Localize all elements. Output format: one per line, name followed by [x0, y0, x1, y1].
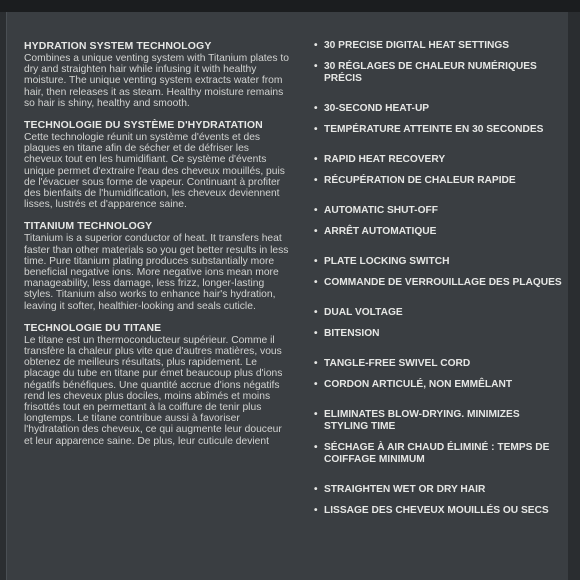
- feature-blow-drying: [314, 409, 564, 466]
- section-body: Cette technologie réunit un système d'évents et des plaques en titane afin de sécher et de défriser les cheveux tout en les humidifiant. Ce système d'évents unique permet d'extraire l'eau des cheveux mouillés, puis de l'évacuer sous forme de vapeur. Continuant à profiter des bienfaits de l'humidification, les cheveux deviennent lisses, lustrés et d'apparence saine.: [24, 132, 285, 211]
- bullet-icon: •: [314, 409, 318, 420]
- section-title: TECHNOLOGIE DU SYSTÈME D'HYDRATATION: [24, 119, 263, 132]
- feature-shut-off: [314, 205, 564, 238]
- feature-en: • 30-SECOND HEAT-UP: [314, 103, 430, 114]
- bullet-icon: •: [314, 256, 318, 267]
- top-dark-bar: [0, 0, 580, 12]
- feature-en: • TANGLE-FREE SWIVEL CORD: [314, 358, 471, 369]
- feature-en: • 30 PRECISE DIGITAL HEAT SETTINGS: [314, 40, 510, 51]
- section-title: HYDRATION SYSTEM TECHNOLOGY: [24, 40, 212, 52]
- feature-fr: • 30 RÉGLAGES DE CHALEUR NUMÉRIQUES PRÉCIS: [314, 61, 537, 84]
- section-body: Titanium is a superior conductor of heat. It transfers heat faster than other materials so you get better results in less time. Pure titanium plating produces substantially more beneficial negative ions. More negative ions mean more manageability, less damage, less frizz, longer-lasting styles. Titanium also works to enhance hair's hydration, leaving it softer, healthier-looking and seals cuticle.: [24, 233, 289, 312]
- feature-fr: • COMMANDE DE VERROUILLAGE DES PLAQUES: [314, 277, 562, 288]
- feature-swivel-cord: [314, 358, 564, 391]
- bullet-icon: •: [314, 154, 318, 165]
- section-body: Le titane est un thermoconducteur supérieur. Comme il transfère la chaleur plus vite que d'autres matières, vous obtenez de meilleurs résultats, plus rapidement. Le placage du tube en titane pur émet beaucoup plus d'ions négatifs bénéfiques. Une quantité accrue d'ions négatifs rend les cheveux plus dociles, moins abîmés et moins frisottés tout en permettant à la coiffure de tenir plus longtemps. Le titane contribue aussi à favoriser l'hydratation des cheveux, ce qui augmente leur douceur et leur apparence saine. De plus, leur cuticule devient: [24, 334, 283, 447]
- bullet-icon: •: [314, 307, 318, 318]
- section-titanium-en: [24, 220, 289, 311]
- feature-fr: • RÉCUPÉRATION DE CHALEUR RAPIDE: [314, 175, 516, 186]
- feature-en: • RAPID HEAT RECOVERY: [314, 154, 446, 165]
- bullet-icon: •: [314, 358, 318, 369]
- section-title: TECHNOLOGIE DU TITANE: [24, 321, 162, 334]
- section-title: TITANIUM TECHNOLOGY: [24, 220, 153, 233]
- feature-heat-up: [314, 103, 564, 136]
- feature-en: • ELIMINATES BLOW-DRYING. MINIMIZES STYLING TIME: [314, 409, 520, 432]
- section-hydration-en: [24, 40, 289, 109]
- feature-fr: • TEMPÉRATURE ATTEINTE EN 30 SECONDES: [314, 124, 544, 135]
- bullet-icon: •: [314, 40, 318, 51]
- section-titanium-fr: [24, 322, 289, 447]
- bullet-icon: •: [314, 124, 318, 135]
- bullet-icon: •: [314, 328, 318, 339]
- bullet-icon: •: [314, 277, 318, 288]
- feature-fr: • SÉCHAGE À AIR CHAUD ÉLIMINÉ : TEMPS DE COIFFAGE MINIMUM: [314, 442, 550, 465]
- section-body: Combines a unique venting system with Titanium plates to dry and straighten hair while infusing it with healthy moisture. The unique venting system extracts water from hair, then releases it as steam. Healthy moisture remains so hair is shiny, healthy and smooth.: [24, 53, 289, 109]
- feature-wet-dry: [314, 484, 564, 517]
- feature-fr: • BITENSION: [314, 328, 380, 339]
- feature-plate-lock: [314, 256, 564, 289]
- bullet-icon: •: [314, 379, 318, 390]
- feature-en: • PLATE LOCKING SWITCH: [314, 256, 450, 267]
- feature-en: • STRAIGHTEN WET OR DRY HAIR: [314, 484, 486, 495]
- feature-fr: • CORDON ARTICULÉ, NON EMMÊLANT: [314, 379, 513, 390]
- right-edge-shadow: [568, 12, 580, 580]
- feature-heat-settings: [314, 40, 564, 85]
- bullet-icon: •: [314, 484, 318, 495]
- feature-dual-voltage: [314, 307, 564, 340]
- feature-en: • AUTOMATIC SHUT-OFF: [314, 205, 438, 216]
- feature-en: • DUAL VOLTAGE: [314, 307, 403, 318]
- feature-list: [314, 40, 564, 517]
- bullet-icon: •: [314, 442, 318, 453]
- technology-descriptions: [24, 40, 289, 457]
- feature-fr: • LISSAGE DES CHEVEUX MOUILLÉS OU SECS: [314, 505, 549, 516]
- feature-heat-recovery: [314, 154, 564, 187]
- bullet-icon: •: [314, 61, 318, 72]
- bullet-icon: •: [314, 205, 318, 216]
- bullet-icon: •: [314, 505, 318, 516]
- bullet-icon: •: [314, 226, 318, 237]
- feature-fr: • ARRÊT AUTOMATIQUE: [314, 226, 437, 237]
- section-hydration-fr: [24, 119, 289, 210]
- bullet-icon: •: [314, 103, 318, 114]
- bullet-icon: •: [314, 175, 318, 186]
